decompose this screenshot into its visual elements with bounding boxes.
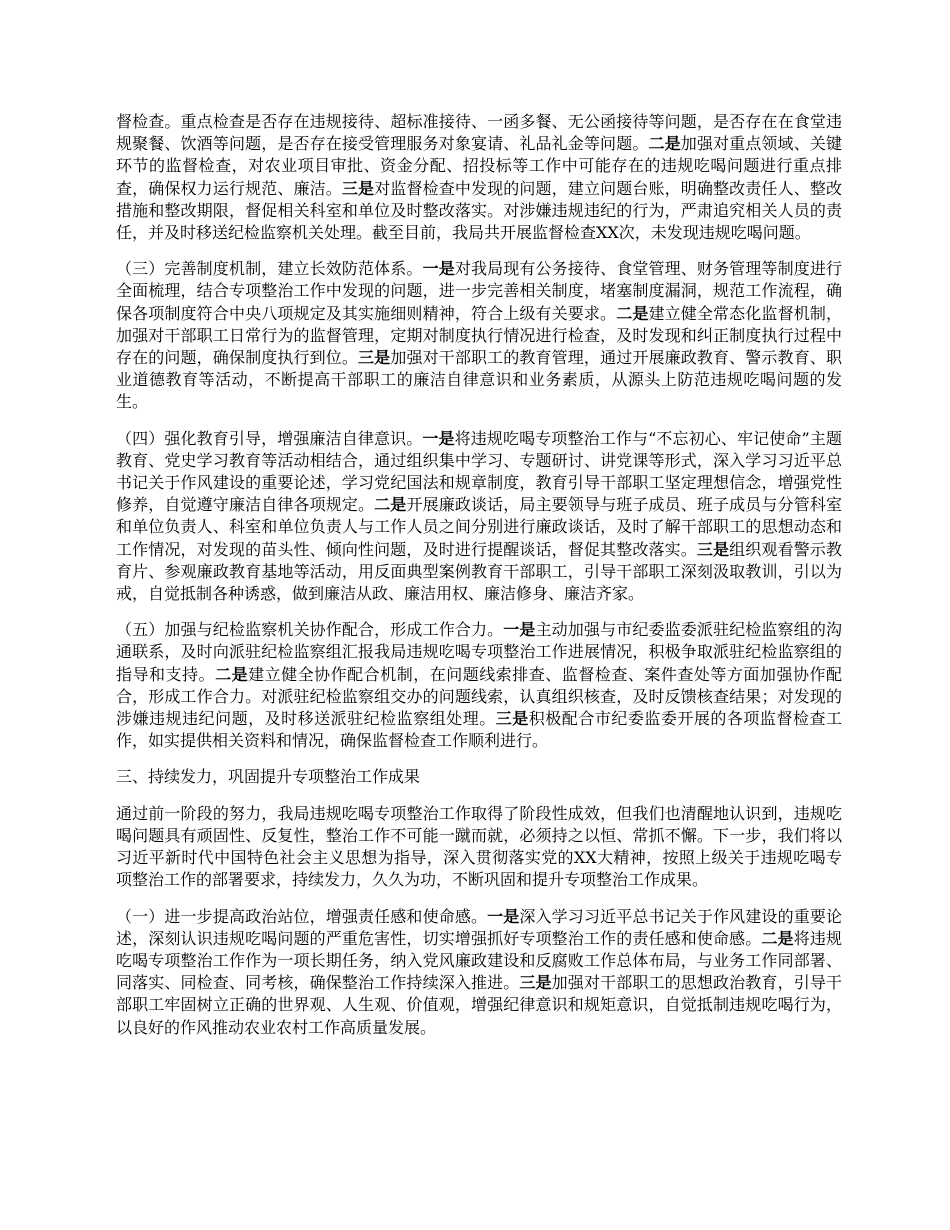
bold-marker: 一是 [422,259,455,279]
paragraph-next-steps [116,803,842,892]
bold-marker: 三是 [358,348,391,368]
paragraph-text: 深入学习习近平总书记关于作风建设的重要论述，深刻认识违规吃喝问题的严重危害性，切实增强抓好专项整治工作的责任感和使命感。 [116,906,842,948]
bold-marker: 一是 [503,620,536,640]
paragraph-text: 将违规吃喝专项整治工作与“不忘初心、牢记使命”主题教育、党史学习教育等活动相结合，通过组织集中学习、专题研讨、讲党课等形式，深入学习习近平总书记关于作风建设的重要论述，学习党纪国法和规章制度，教育引导干部职工坚定理想信念，增强党性修养，自觉遵守廉洁自律各项规定。 [116,428,842,515]
bold-marker: 三是 [519,973,552,993]
paragraph-text: 加强对干部职工的教育管理，通过开展廉政教育、警示教育、职业道德教育等活动，不断提高干部职工的廉洁自律意识和业务素质，从源头上防范违规吃喝问题的发生。 [116,348,842,412]
bold-marker: 二是 [761,928,794,948]
paragraph-text: 将违规吃喝专项整治工作作为一项长期任务，纳入党风廉政建设和反腐败工作总体布局，与业务工作同部署、同落实、同检查、同考核，确保整治工作持续深入推进。 [116,928,842,993]
paragraph-text: 开展廉政谈话，局主要领导与班子成员、班子成员与分管科室和单位负责人、科室和单位负责人与工作人员之间分别进行廉政谈话，及时了解干部职工的思想动态和工作情况，对发现的苗头性、倾向性问题，及时进行提醒谈话，督促其整改落实。 [116,495,842,559]
heading-text: 三、持续发力，巩固提升专项整治工作成果 [116,767,421,787]
paragraph-section-4 [116,428,842,606]
bold-marker: 二是 [215,664,249,684]
paragraph-text: 通过前一阶段的努力，我局违规吃喝专项整治工作取得了阶段性成效，但我们也清醒地认识到，违规吃喝问题具有顽固性、反复性，整治工作不可能一蹴而就，必须持之以恒、常抓不懈。下一步，我们将以习近平新时代中国特色社会主义思想为指导，深入贯彻落实党的XX大精神，按照上级关于违规吃喝专项整治工作的部署要求，持续发力，久久为功，不断巩固和提升专项整治工作成果。 [116,803,842,890]
paragraph-text: 对监督检查中发现的问题，建立问题台账，明确整改责任人、整改措施和整改期限，督促相关科室和单位及时整改落实。对涉嫌违规违纪的行为，严肃追究相关人员的责任，并及时移送纪检监察机关处理。截至目前，我局共开展监督检查XX次，未发现违规吃喝问题。 [116,178,842,243]
paragraph-supervision-continued [116,111,842,244]
paragraph-section-3 [116,258,842,413]
paragraph-text: （一）进一步提高政治站位，增强责任感和使命感。 [116,906,488,926]
bold-marker: 三是 [495,709,529,729]
paragraph-text: 主动加强与市纪委监委派驻纪检监察组的沟通联系，及时向派驻纪检监察组汇报我局违规吃喝专项整治工作进展情况，积极争取派驻纪检监察组的指导和支持。 [116,620,842,684]
section-heading-three [116,766,842,788]
bold-marker: 一是 [422,428,455,448]
paragraph-section-5 [116,619,842,752]
paragraph-text: 组织观看警示教育片、参观廉政教育基地等活动，用反面典型案例教育干部职工，引导干部职工深刻汲取教训，引以为戒，自觉抵制各种诱惑，做到廉洁从政、廉洁用权、廉洁修身、廉洁齐家。 [116,539,842,604]
paragraph-text: 建立健全协作配合机制，在问题线索排查、监督检查、案件查处等方面加强协作配合，形成工作合力。对派驻纪检监察组交办的问题线索，认真组织核查，及时反馈核查结果；对发现的涉嫌违规违纪问题，及时移送派驻纪检监察组处理。 [116,664,842,729]
bold-marker: 一是 [487,906,520,926]
paragraph-text: 积极配合市纪委监委开展的各项监督检查工作，如实提供相关资料和情况，确保监督检查工作顺利进行。 [116,709,842,751]
paragraph-text: 加强对干部职工的思想政治教育，引导干部职工牢固树立正确的世界观、人生观、价值观，增强纪律意识和规矩意识，自觉抵制违规吃喝行为，以良好的作风推动农业农村工作高质量发展。 [116,973,842,1037]
paragraph-text: 督检查。重点检查是否存在违规接待、超标准接待、一函多餐、无公函接待等问题，是否存在在食堂违规聚餐、饮酒等问题，是否存在接受管理服务对象宴请、礼品礼金等问题。 [116,112,842,154]
paragraph-text: 建立健全常态化监督机制，加强对干部职工日常行为的监督管理，定期对制度执行情况进行检查，及时发现和纠正制度执行过程中存在的问题，确保制度执行到位。 [116,303,842,368]
document-body [116,111,842,1053]
bold-marker: 三是 [341,178,375,198]
paragraph-text: （三）完善制度机制，建立长效防范体系。 [116,259,423,279]
paragraph-text: 加强对重点领域、关键环节的监督检查，对农业项目审批、资金分配、招投标等工作中可能存在的违规吃喝问题进行重点排查，确保权力运行规范、廉洁。 [116,134,842,198]
paragraph-subsection-1 [116,906,842,1039]
paragraph-text: （五）加强与纪检监察机关协作配合，形成工作合力。 [116,620,504,640]
bold-marker: 二是 [374,495,407,515]
paragraph-text: 对我局现有公务接待、食堂管理、财务管理等制度进行全面梳理，结合专项整治工作中发现的问题，进一步完善相关制度，堵塞制度漏洞，规范工作流程，确保各项制度符合中央八项规定及其实施细则精神，符合上级有关要求。 [116,259,842,323]
bold-marker: 二是 [616,303,649,323]
paragraph-text: （四）强化教育引导，增强廉洁自律意识。 [116,428,423,448]
bold-marker: 二是 [648,134,681,154]
bold-marker: 三是 [696,539,730,559]
